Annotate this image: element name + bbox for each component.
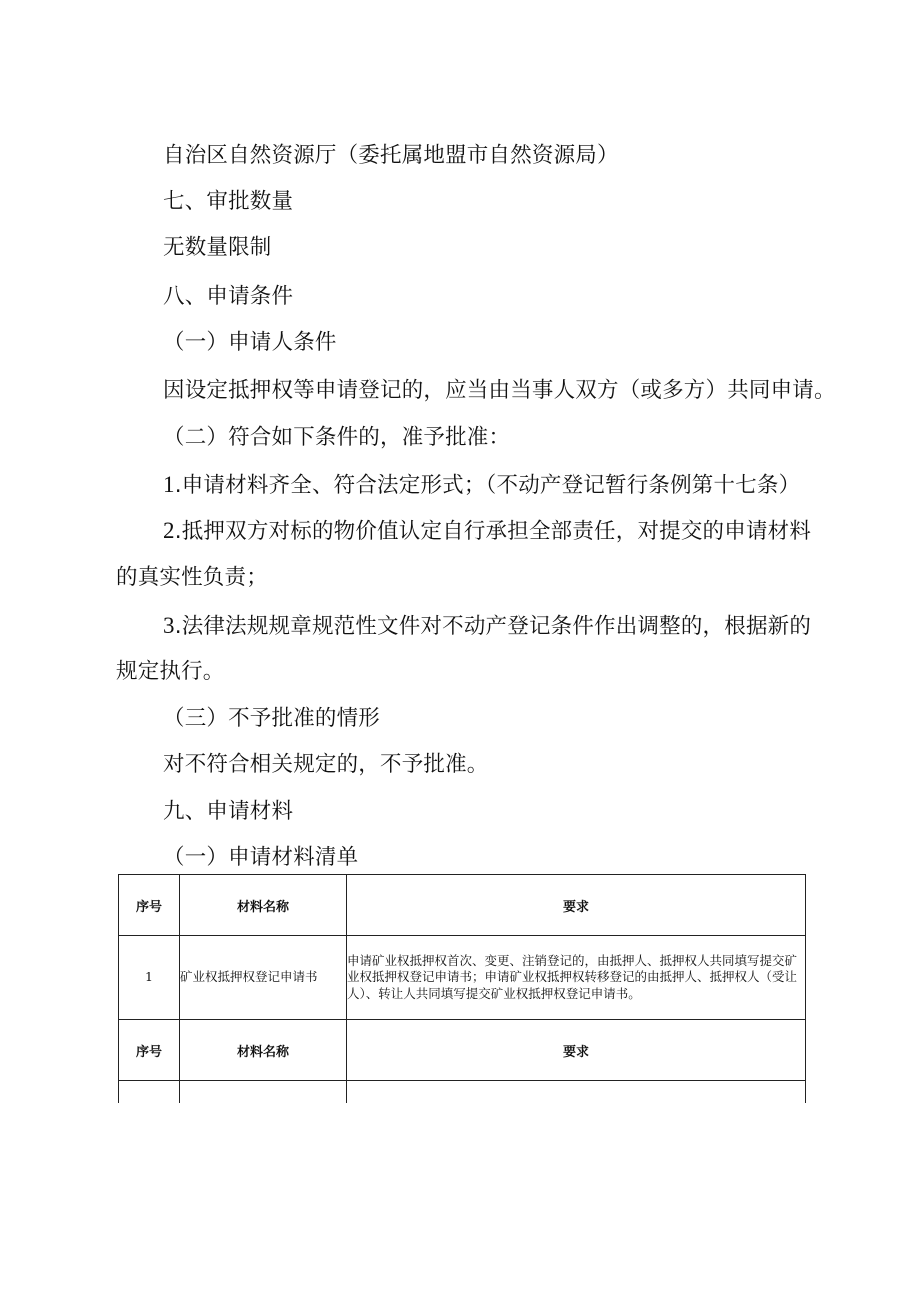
condition-item-2-number: 2 (163, 518, 175, 543)
header-material-name: 材料名称 (180, 875, 347, 936)
header-requirement: 要求 (347, 875, 806, 936)
truncated-cell (119, 1081, 180, 1104)
condition-item-1-text: .申请材料齐全、符合法定形式；（不动产登记暂行条例第十七条） (174, 473, 801, 498)
truncated-cell (347, 1081, 806, 1104)
table-row (119, 936, 806, 1020)
truncated-cell (180, 1081, 347, 1104)
row-no: 1 (119, 936, 180, 1020)
condition-item-1 (163, 471, 800, 500)
condition-item-2-continuation: 的真实性负责； (116, 565, 268, 590)
header-material-name-repeat: 材料名称 (180, 1020, 347, 1081)
subheading-applicant-conditions: （一）申请人条件 (163, 330, 337, 355)
subheading-rejection: （三）不予批准的情形 (163, 706, 381, 731)
applicant-conditions-text: 因设定抵押权等申请登记的，应当由当事人双方（或多方）共同申请。 (163, 378, 836, 403)
subheading-approval-conditions: （二）符合如下条件的，准予批准： (163, 425, 511, 450)
condition-item-3-text: .法律法规规章规范性文件对不动产登记条件作出调整的，根据新的 (174, 614, 812, 639)
condition-item-1-number: 1 (163, 472, 175, 497)
row-material-name: 矿业权抵押权登记申请书 (180, 936, 347, 1020)
rejection-text: 对不符合相关规定的，不予批准。 (163, 752, 489, 777)
header-requirement-repeat: 要求 (347, 1020, 806, 1081)
header-no-repeat: 序号 (119, 1020, 180, 1081)
subheading-materials-list: （一）申请材料清单 (163, 845, 359, 870)
condition-item-3-number: 3 (163, 613, 175, 638)
header-no: 序号 (119, 875, 180, 936)
section-heading-approval-quantity: 七、审批数量 (163, 189, 294, 214)
condition-item-3-continuation: 规定执行。 (116, 659, 225, 684)
condition-item-3 (163, 612, 811, 641)
table-header-row-repeat (119, 1020, 806, 1081)
condition-item-2-text: .抵押双方对标的物价值认定自行承担全部责任，对提交的申请材料 (174, 519, 812, 544)
section-heading-conditions: 八、申请条件 (163, 284, 294, 309)
table-row-truncated (119, 1081, 806, 1104)
approval-quantity-text: 无数量限制 (163, 235, 272, 260)
materials-table (118, 874, 806, 1103)
issuing-authority: 自治区自然资源厅（委托属地盟市自然资源局） (163, 143, 619, 168)
section-heading-materials: 九、申请材料 (163, 799, 294, 824)
row-requirement: 申请矿业权抵押权首次、变更、注销登记的，由抵押人、抵押权人共同填写提交矿业权抵押权登记申请书；申请矿业权抵押权转移登记的由抵押人、抵押权人（受让人）、转让人共同填写提交矿业权抵押权登记申请书。 (347, 936, 806, 1020)
condition-item-2 (163, 517, 811, 546)
table-header-row (119, 875, 806, 936)
